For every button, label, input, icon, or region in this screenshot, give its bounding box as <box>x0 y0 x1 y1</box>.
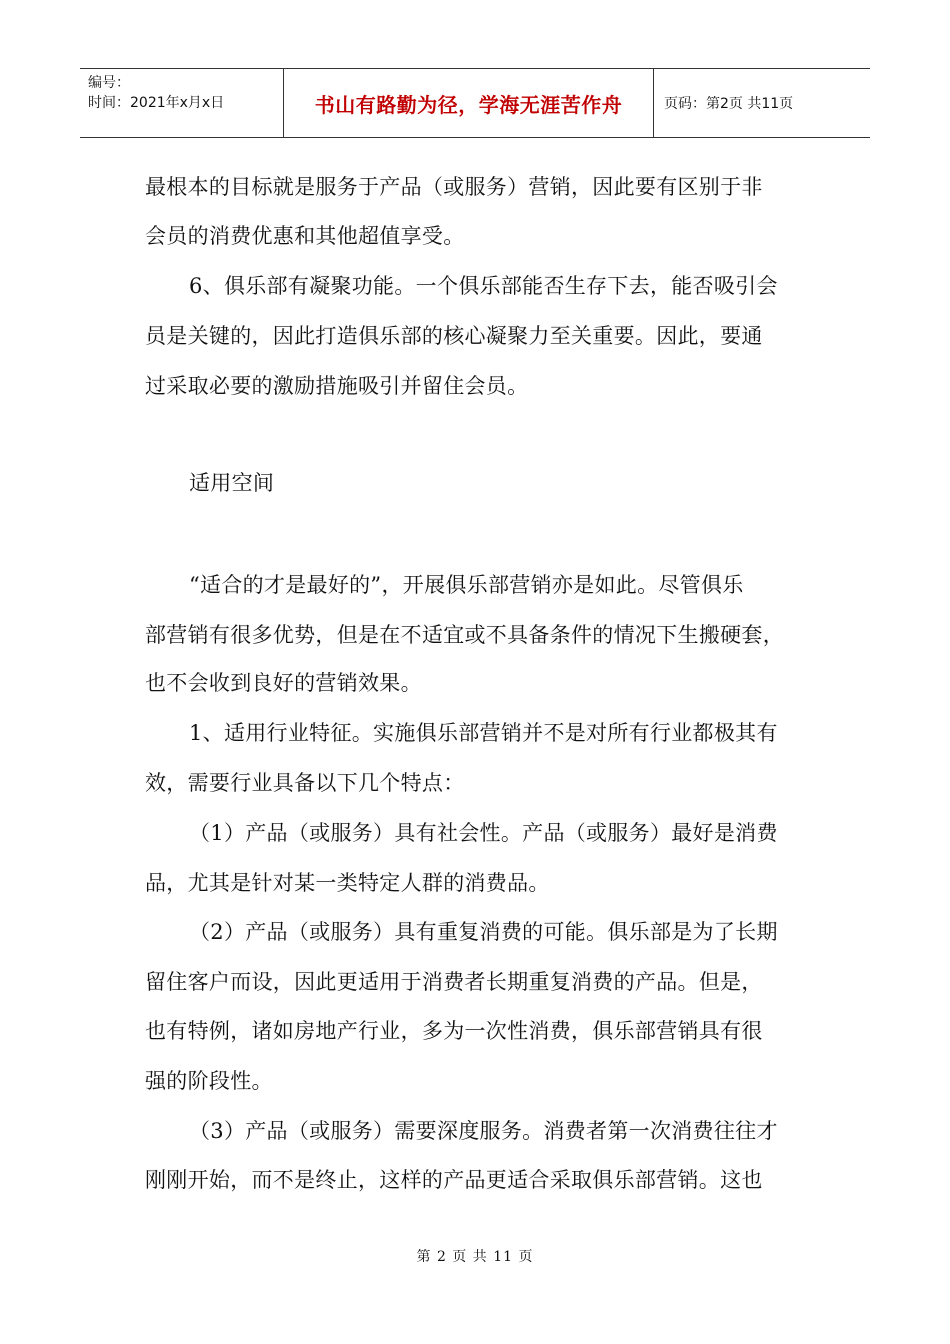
number-label: 编号： <box>88 75 130 91</box>
header-meta <box>80 69 283 137</box>
paragraph-line: 刚刚开始，而不是终止，这样的产品更适合采取俱乐部营销。这也 <box>145 1168 763 1192</box>
paragraph-line: 留住客户而设，因此更适用于消费者长期重复消费的产品。但是， <box>145 970 763 994</box>
paragraph-line: 1、适用行业特征。实施俱乐部营销并不是对所有行业都极其有 <box>189 721 778 745</box>
time-label: 时间：2021年x月x日 <box>88 95 225 111</box>
paragraph-line: 会员的消费优惠和其他超值享受。 <box>145 224 465 248</box>
section-heading: 适用空间 <box>189 471 275 495</box>
paragraph-line: 6、俱乐部有凝聚功能。一个俱乐部能否生存下去，能否吸引会 <box>189 274 778 298</box>
paragraph-line: （3）产品（或服务）需要深度服务。消费者第一次消费往往才 <box>189 1119 778 1143</box>
paragraph-line: （1）产品（或服务）具有社会性。产品（或服务）最好是消费 <box>189 821 778 845</box>
paragraph-line: 品，尤其是针对某一类特定人群的消费品。 <box>145 871 550 895</box>
paragraph-line: 强的阶段性。 <box>145 1069 273 1093</box>
paragraph-line: 过采取必要的激励措施吸引并留住会员。 <box>145 374 529 398</box>
paragraph-line: 部营销有很多优势，但是在不适宜或不具备条件的情况下生搬硬套， <box>145 623 784 647</box>
paragraph-line: 最根本的目标就是服务于产品（或服务）营销，因此要有区别于非 <box>145 175 763 199</box>
page-footer: 第 2 页 共 11 页 <box>416 1249 534 1265</box>
document-header <box>80 68 870 138</box>
header-motto: 书山有路勤为径，学海无涯苦作舟 <box>283 69 654 137</box>
paragraph-line: 员是关键的，因此打造俱乐部的核心凝聚力至关重要。因此，要通 <box>145 324 763 348</box>
paragraph-line: 也不会收到良好的营销效果。 <box>145 671 422 695</box>
paragraph-line: （2）产品（或服务）具有重复消费的可能。俱乐部是为了长期 <box>189 920 778 944</box>
paragraph-line: 效，需要行业具备以下几个特点： <box>145 771 465 795</box>
header-page-info: 页码：第2页 共11页 <box>664 96 794 112</box>
paragraph-line: 也有特例，诸如房地产行业，多为一次性消费，俱乐部营销具有很 <box>145 1019 763 1043</box>
paragraph-line: “适合的才是最好的”，开展俱乐部营销亦是如此。尽管俱乐 <box>189 573 744 597</box>
